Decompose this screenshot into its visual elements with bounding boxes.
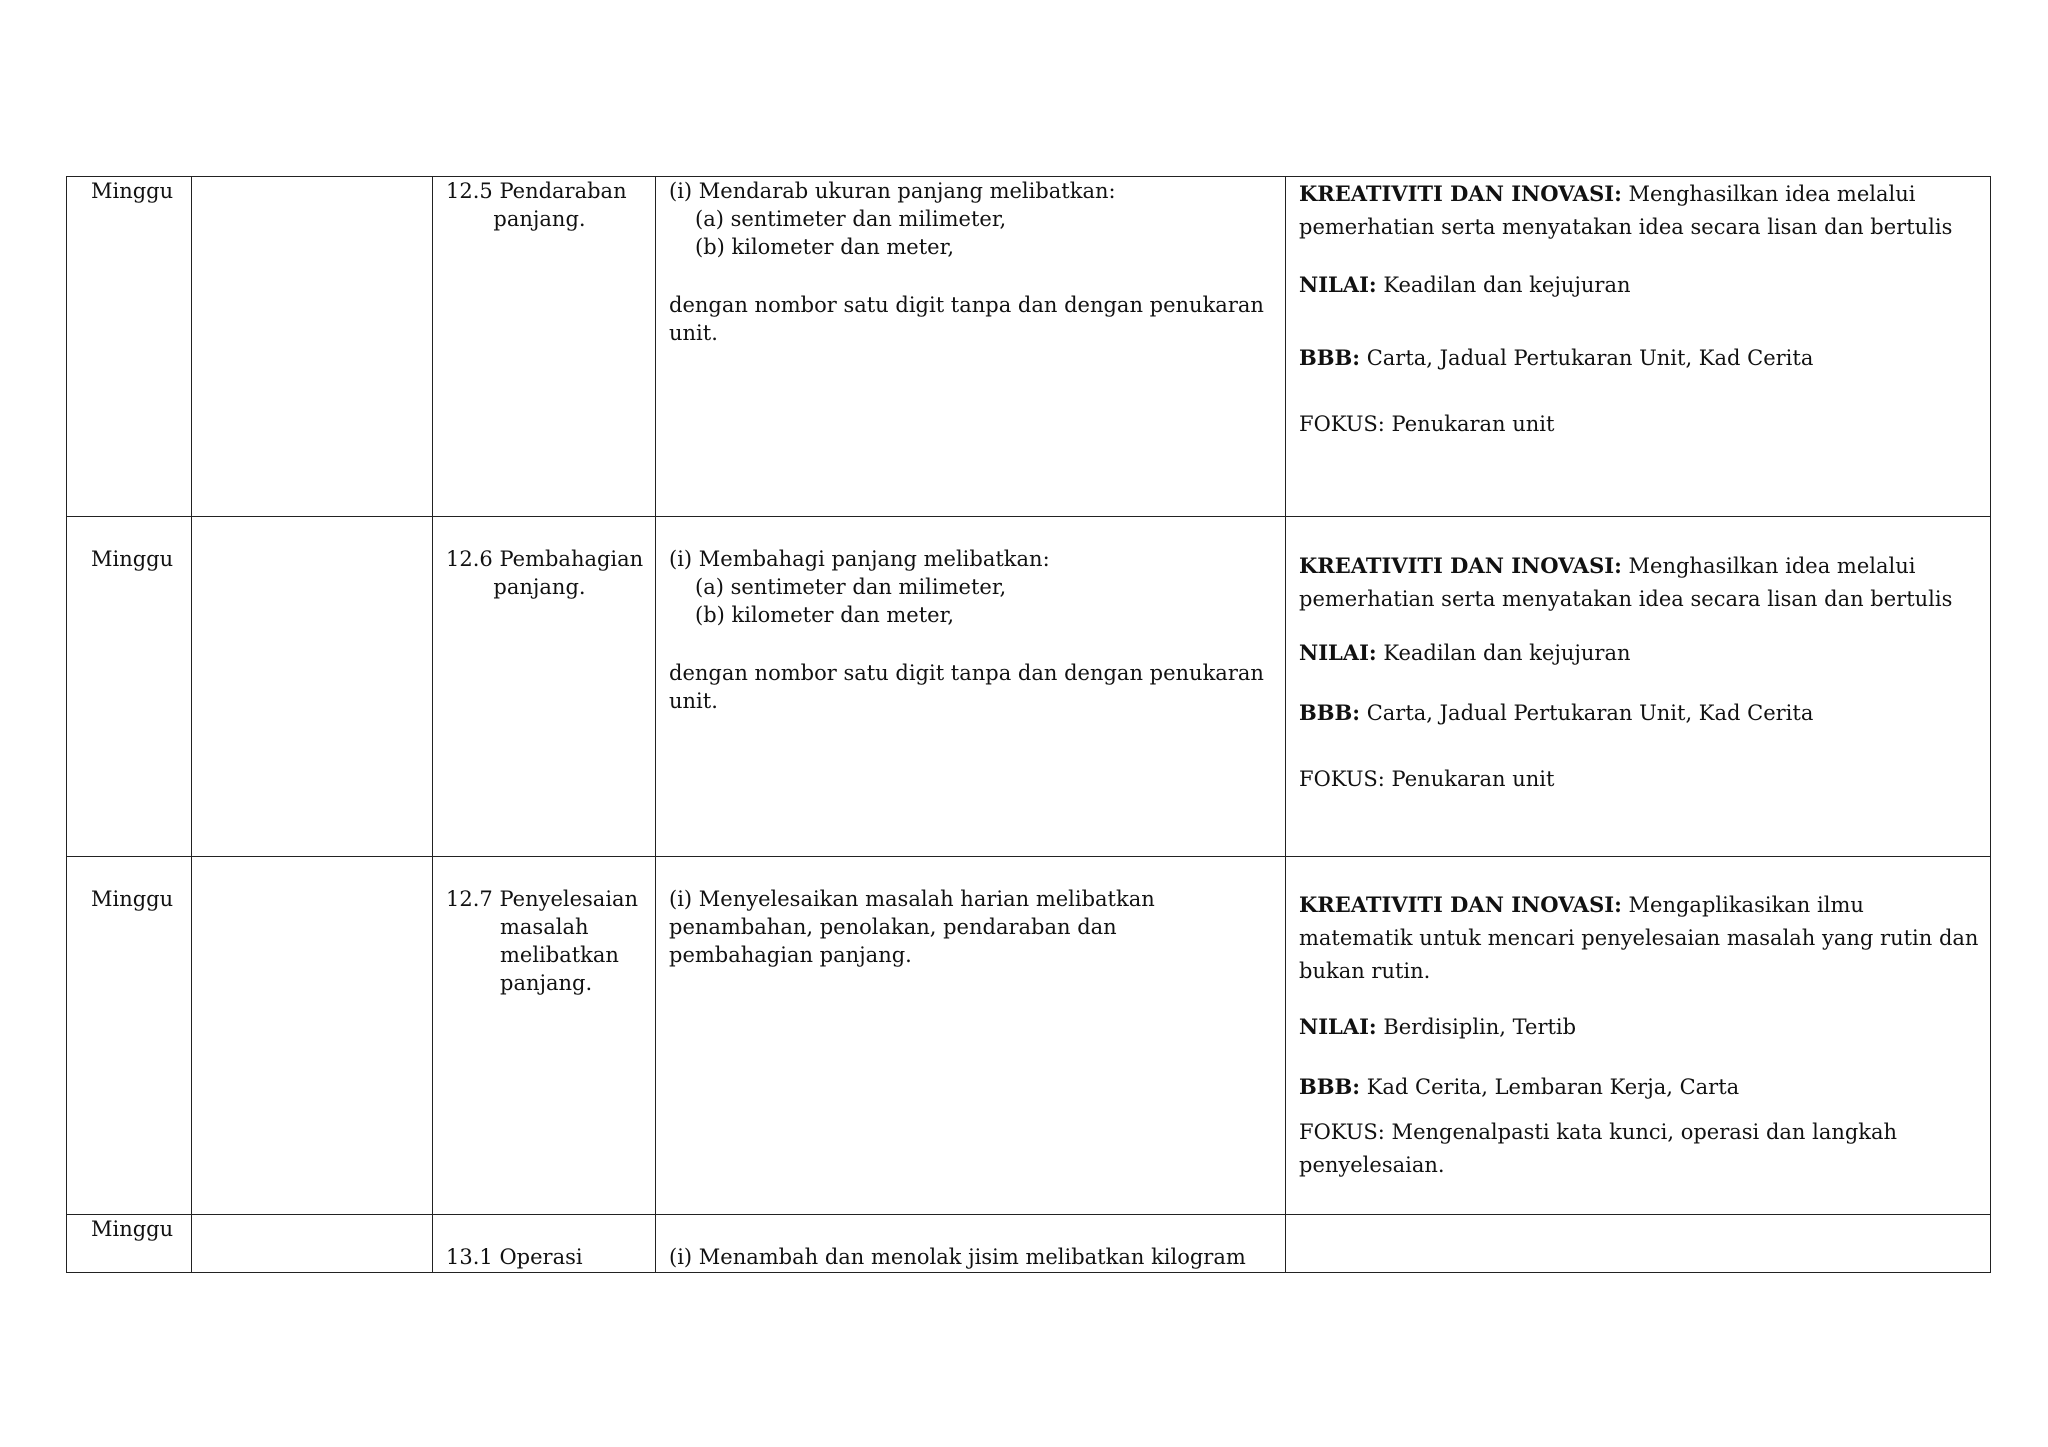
table-row — [67, 1215, 1991, 1273]
week-cell — [67, 1215, 192, 1273]
bbb-label: BBB: — [1299, 700, 1361, 725]
kreativiti-text: Menghasilkan idea melalui pemerhatian serta menyatakan idea secara lisan dan bertulis — [1299, 554, 1953, 611]
topic-number: 13.1 — [446, 1245, 493, 1269]
topic-title-continuation: melibatkan — [500, 943, 619, 967]
bbb-text: Kad Cerita, Lembaran Kerja, Carta — [1366, 1075, 1740, 1099]
fokus-note: FOKUS: Mengenalpasti kata kunci, operasi dan langkah penyelesaian. — [1299, 1120, 1898, 1177]
notes-cell — [1286, 517, 1991, 857]
bbb-text: Carta, Jadual Pertukaran Unit, Kad Cerita — [1366, 701, 1814, 725]
standard-item: (a) sentimeter dan milimeter, — [695, 207, 1007, 231]
nilai-text: Berdisiplin, Tertib — [1383, 1015, 1577, 1039]
topic-title: Operasi — [499, 1245, 583, 1269]
bbb-text: Carta, Jadual Pertukaran Unit, Kad Cerita — [1366, 346, 1814, 370]
fokus-note: FOKUS: Penukaran unit — [1299, 412, 1555, 436]
topic-cell — [433, 177, 656, 517]
standard-intro: (i) Membahagi panjang melibatkan: — [669, 547, 1050, 571]
bbb-label: BBB: — [1299, 345, 1361, 370]
kreativiti-note — [1299, 888, 1980, 988]
empty-cell — [192, 517, 433, 857]
bbb-note — [1299, 1070, 1980, 1104]
bbb-note — [1299, 696, 1980, 730]
week-label: Minggu — [91, 547, 174, 571]
standard-cell — [656, 517, 1286, 857]
standard-cell — [656, 1215, 1286, 1273]
nilai-label: NILAI: — [1299, 1014, 1377, 1039]
week-cell — [67, 517, 192, 857]
topic-number: 12.6 — [446, 547, 493, 571]
fokus-note: FOKUS: Penukaran unit — [1299, 767, 1555, 791]
week-cell — [67, 177, 192, 517]
kreativiti-label: KREATIVITI DAN INOVASI: — [1299, 181, 1622, 206]
standard-item: (b) kilometer dan meter, — [695, 235, 955, 259]
week-cell — [67, 857, 192, 1215]
standard-cell — [656, 857, 1286, 1215]
notes-cell — [1286, 1215, 1991, 1273]
lesson-plan-table — [66, 176, 1991, 1273]
topic-cell — [433, 1215, 656, 1273]
nilai-note — [1299, 1010, 1980, 1044]
empty-cell — [192, 857, 433, 1215]
standard-cell — [656, 177, 1286, 517]
kreativiti-note — [1299, 177, 1980, 244]
week-label: Minggu — [91, 1217, 174, 1241]
standard-item: (b) kilometer dan meter, — [695, 603, 955, 627]
table-row — [67, 177, 1991, 517]
nilai-label: NILAI: — [1299, 640, 1377, 665]
standard-closing: dengan nombor satu digit tanpa dan dengan penukaran unit. — [669, 293, 1264, 345]
table-row — [67, 857, 1991, 1215]
table-row — [67, 517, 1991, 857]
kreativiti-text: Menghasilkan idea melalui pemerhatian serta menyatakan idea secara lisan dan bertulis — [1299, 182, 1953, 239]
standard-intro: (i) Menambah dan menolak jisim melibatkan kilogram — [669, 1245, 1246, 1269]
topic-cell — [433, 857, 656, 1215]
week-label: Minggu — [91, 887, 174, 911]
nilai-text: Keadilan dan kejujuran — [1383, 641, 1631, 665]
kreativiti-label: KREATIVITI DAN INOVASI: — [1299, 553, 1622, 578]
topic-cell — [433, 517, 656, 857]
topic-title: Pendaraban — [499, 179, 627, 203]
bbb-label: BBB: — [1299, 1074, 1361, 1099]
nilai-label: NILAI: — [1299, 272, 1377, 297]
nilai-text: Keadilan dan kejujuran — [1383, 273, 1631, 297]
notes-cell — [1286, 857, 1991, 1215]
topic-title-continuation: panjang. — [500, 971, 593, 995]
nilai-note — [1299, 636, 1980, 670]
empty-cell — [192, 1215, 433, 1273]
week-label: Minggu — [91, 179, 174, 203]
topic-title-continuation: panjang. — [493, 207, 586, 231]
standard-closing: dengan nombor satu digit tanpa dan dengan penukaran unit. — [669, 661, 1264, 713]
bbb-note — [1299, 341, 1980, 375]
topic-title-continuation: panjang. — [493, 575, 586, 599]
standard-intro: (i) Menyelesaikan masalah harian melibatkan penambahan, penolakan, pendaraban dan pembahagian panjang. — [669, 887, 1155, 967]
empty-cell — [192, 177, 433, 517]
topic-title: Pembahagian — [499, 547, 644, 571]
topic-title-continuation: masalah — [500, 915, 589, 939]
standard-item: (a) sentimeter dan milimeter, — [695, 575, 1007, 599]
topic-title: Penyelesaian — [499, 887, 639, 911]
standard-intro: (i) Mendarab ukuran panjang melibatkan: — [669, 179, 1116, 203]
notes-cell — [1286, 177, 1991, 517]
kreativiti-label: KREATIVITI DAN INOVASI: — [1299, 892, 1622, 917]
nilai-note — [1299, 268, 1980, 302]
kreativiti-note — [1299, 549, 1980, 616]
topic-number: 12.7 — [446, 887, 493, 911]
kreativiti-text: Mengaplikasikan ilmu matematik untuk mencari penyelesaian masalah yang rutin dan bukan rutin. — [1299, 893, 1979, 983]
topic-number: 12.5 — [446, 179, 493, 203]
